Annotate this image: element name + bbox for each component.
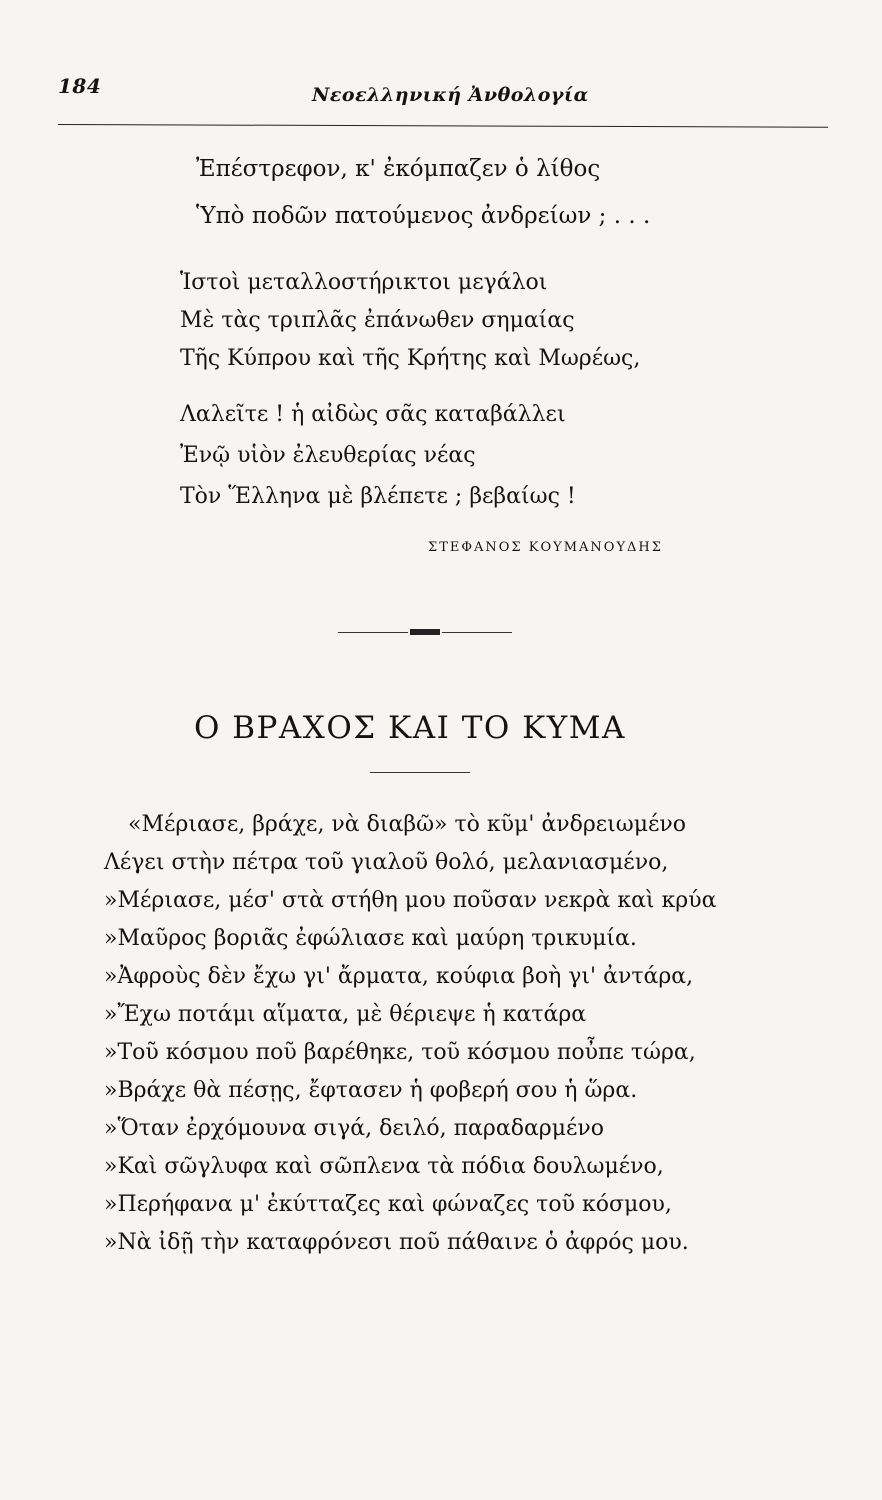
poem-line: »Βράχε θὰ πέσῃς, ἔφτασεν ἡ φοβερή σου ἡ ὥρα. xyxy=(104,1078,638,1103)
poem-line: »Μαῦρος βοριᾶς ἐφώλιασε καὶ μαύρη τρικυμία. xyxy=(104,926,637,951)
poem-line: »Τοῦ κόσμου ποῦ βαρέθηκε, τοῦ κόσμου ποὖπε τώρα, xyxy=(104,1040,696,1065)
poem-line: »Ἀφροὺς δὲν ἔχω γι' ἄρματα, κούφια βοὴ γι' ἀντάρα, xyxy=(104,964,694,989)
poem-line: »Περήφανα μ' ἐκύτταζες καὶ φώναζες τοῦ κόσμου, xyxy=(104,1192,672,1217)
poem-line: Ἐνῷ υἱὸν ἐλευθερίας νέας xyxy=(180,443,476,468)
author-signature: ΣΤΕΦΑΝΟΣ ΚΟΥΜΑΝΟΥΔΗΣ xyxy=(428,540,663,555)
poem-line: Λαλεῖτε ! ἡ αἰδὼς σᾶς καταβάλλει xyxy=(180,402,566,427)
poem-line: Τῆς Κύπρου καὶ τῆς Κρήτης καὶ Μωρέως, xyxy=(180,346,641,371)
poem-line: «Μέριασε, βράχε, νὰ διαβῶ» τὸ κῦμ' ἀνδρειωμένο xyxy=(128,812,687,837)
poem-line: »Ὅταν ἐρχόμουνα σιγά, δειλό, παραδαρμένο xyxy=(104,1116,605,1141)
poem-line: Λέγει στὴν πέτρα τοῦ γιαλοῦ θολό, μελανιασμένο, xyxy=(104,850,669,875)
poem-line: »Ἔχω ποτάμι αἵματα, μὲ θέριεψε ἡ κατάρα xyxy=(104,1002,587,1027)
poem-line: »Μέριασε, μέσ' στὰ στήθη μου ποῦσαν νεκρὰ καὶ κρύα xyxy=(104,888,717,913)
poem-line: »Καὶ σῶγλυφα καὶ σῶπλενα τὰ πόδια δουλωμένο, xyxy=(104,1154,664,1179)
poem-line: Ὑπὸ ποδῶν πατούμενος ἀνδρείων ; . . . xyxy=(196,203,651,229)
poem-line: »Νὰ ἰδῇ τὴν καταφρόνεσι ποῦ πάθαινε ὁ ἀφρός μου. xyxy=(104,1230,689,1255)
title-rule xyxy=(370,772,470,773)
page-number: 184 xyxy=(58,74,102,98)
header-rule xyxy=(58,124,828,128)
poem-line: Ἱστοὶ μεταλλοστήρικτοι μεγάλοι xyxy=(180,270,548,295)
poem-line: Μὲ τὰς τριπλᾶς ἐπάνωθεν σημαίας xyxy=(180,308,575,333)
poem-title: Ο ΒΡΑΧΟΣ ΚΑΙ ΤΟ ΚΥΜΑ xyxy=(194,710,626,746)
poem-line: Ἐπέστρεφον, κ' ἐκόμπαζεν ὁ λίθος xyxy=(196,156,601,182)
running-title: Νεοελληνική Ἀνθολογία xyxy=(312,84,589,106)
section-ornament xyxy=(338,628,512,636)
poem-line: Τὸν Ἕλληνα μὲ βλέπετε ; βεβαίως ! xyxy=(180,484,576,509)
